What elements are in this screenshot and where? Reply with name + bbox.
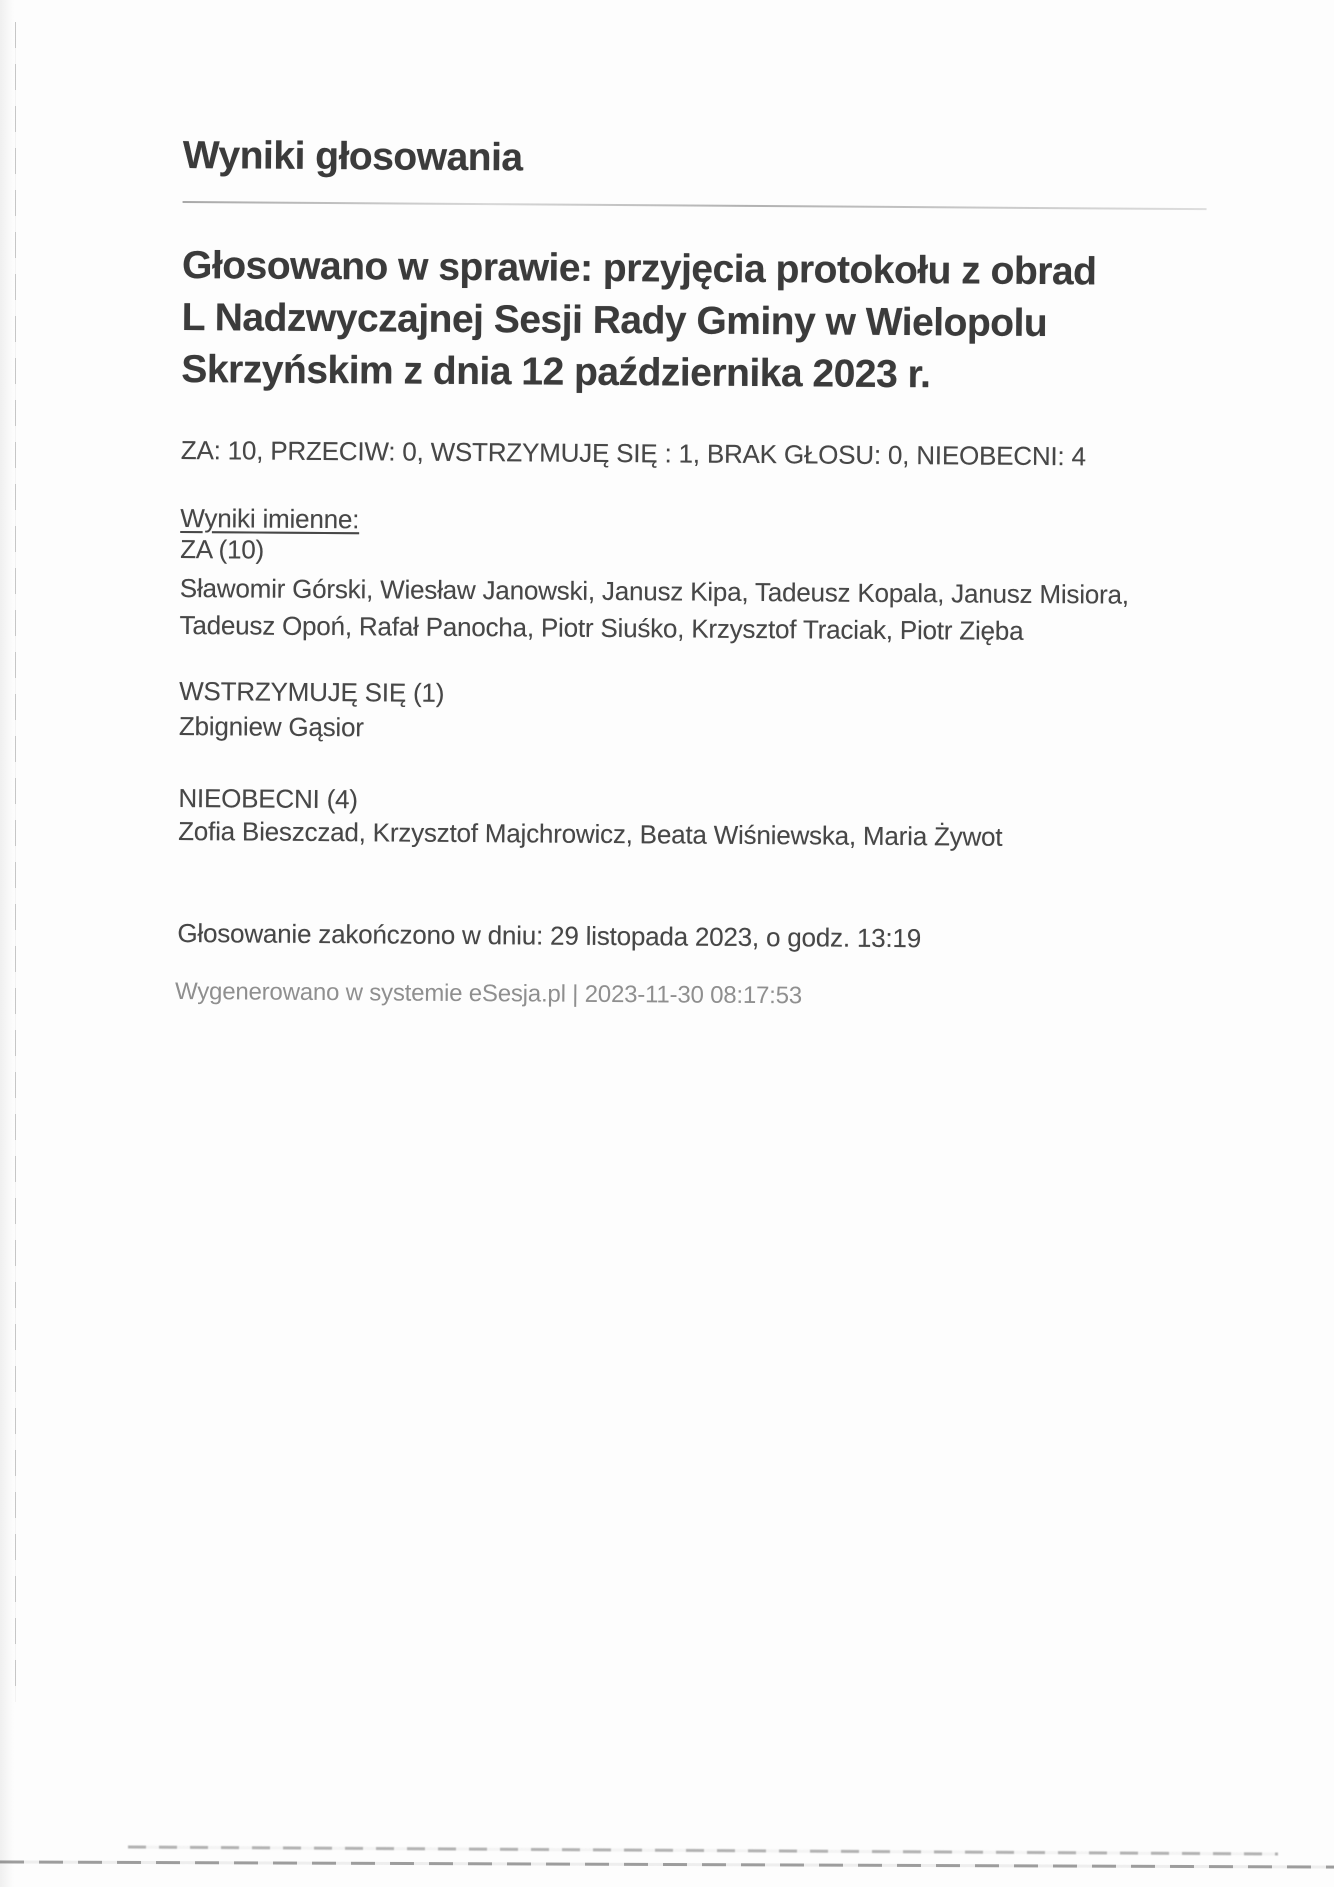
vote-summary: ZA: 10, PRZECIW: 0, WSTRZYMUJĘ SIĘ : 1, BRAK GŁOSU: 0, NIEOBECNI: 4 xyxy=(180,434,1086,472)
page-title: Wyniki głosowania xyxy=(182,134,523,180)
scan-edge-shadow xyxy=(0,0,14,1887)
vote-subject xyxy=(181,240,1096,402)
group-label-nieobecni: NIEOBECNI (4) xyxy=(178,782,358,815)
group-names-wstrzymuje-sie: Zbigniew Gąsior xyxy=(178,710,364,743)
named-results-label: Wyniki imienne: xyxy=(180,502,360,535)
group-names-za xyxy=(179,570,1128,651)
generator-footer: Wygenerowano w systemie eSesja.pl | 2023-11-30 08:17:53 xyxy=(174,977,803,1010)
vote-subject-line: L Nadzwyczajnej Sesji Rady Gminy w Wielopolu xyxy=(181,295,1048,346)
vote-subject-line: Głosowano w sprawie: przyjęcia protokołu z obrad xyxy=(181,243,1097,294)
group-names-line: Sławomir Górski, Wiesław Janowski, Janusz Kipa, Tadeusz Kopala, Janusz Misiora, xyxy=(179,572,1129,610)
vote-closed-line: Głosowanie zakończono w dniu: 29 listopada 2023, o godz. 13:19 xyxy=(177,917,922,954)
scan-edge-line xyxy=(15,22,16,1702)
title-divider xyxy=(183,201,1207,210)
group-label-wstrzymuje-sie: WSTRZYMUJĘ SIĘ (1) xyxy=(179,675,445,708)
vote-subject-line: Skrzyńskim z dnia 12 października 2023 r. xyxy=(181,347,931,397)
group-names-nieobecni: Zofia Bieszczad, Krzysztof Majchrowicz, Beata Wiśniewska, Maria Żywot xyxy=(178,815,1003,852)
group-names-line: Tadeusz Opoń, Rafał Panocha, Piotr Siuśko, Krzysztof Traciak, Piotr Zięba xyxy=(179,609,1024,646)
group-label-za: ZA (10) xyxy=(180,533,265,565)
